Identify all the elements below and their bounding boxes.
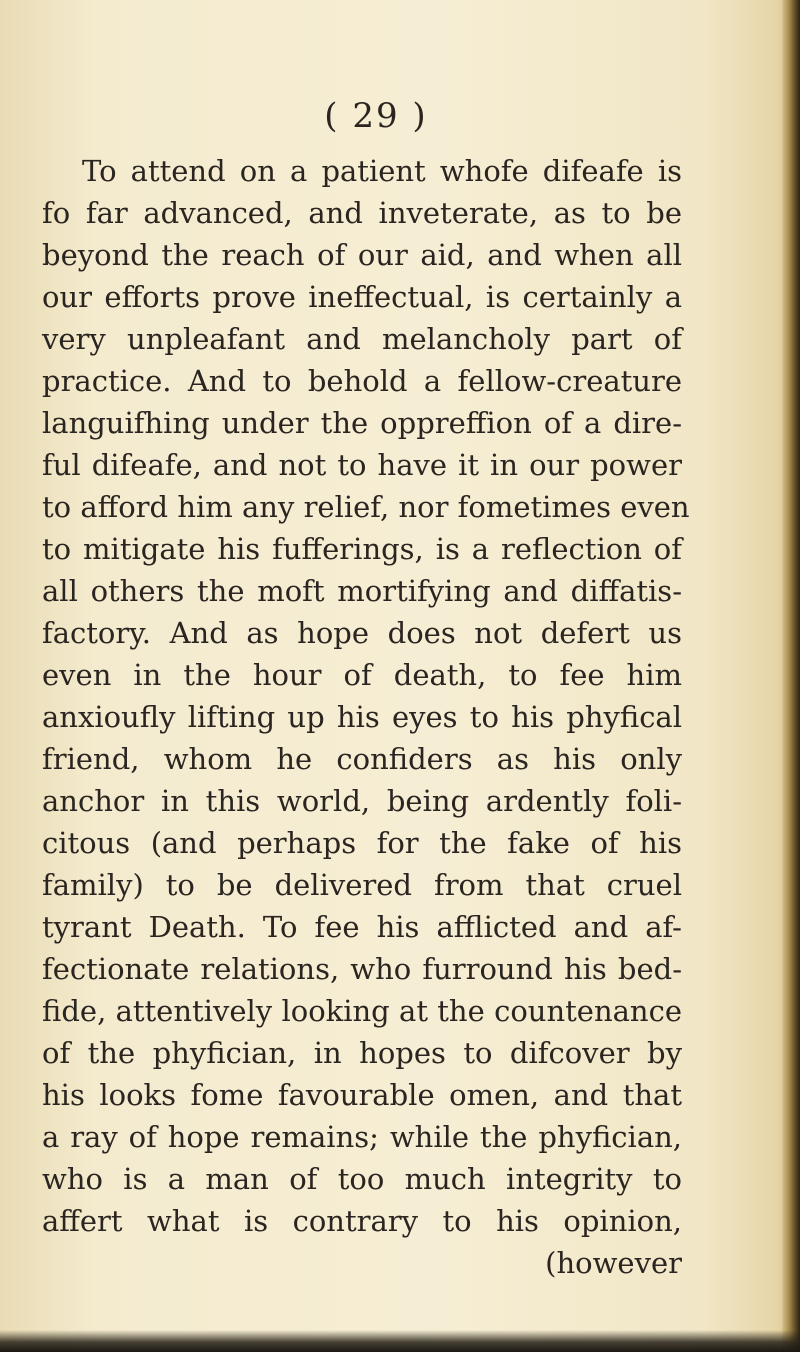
- text-line: citous (and perhaps for the fake of his: [42, 826, 682, 860]
- text-line: who is a man of too much integrity to: [42, 1162, 682, 1196]
- text-line: fo far advanced, and inveterate, as to be: [42, 196, 682, 230]
- text-line: his looks fome favourable omen, and that: [42, 1078, 682, 1112]
- text-line: tyrant Death. To fee his afflicted and af-: [42, 910, 682, 944]
- text-line: fectionate relations, who furround his bed-: [42, 952, 682, 986]
- text-line: fide, attentively looking at the countenance: [42, 994, 682, 1028]
- text-line: to mitigate his fufferings, is a reflection of: [42, 532, 682, 566]
- text-line: anchor in this world, being ardently foli-: [42, 784, 682, 818]
- text-line: our efforts prove ineffectual, is certainly a: [42, 280, 682, 314]
- page-edge-shadow: [782, 0, 800, 1352]
- text-line: factory. And as hope does not defert us: [42, 616, 682, 650]
- text-line: ful difeafe, and not to have it in our power: [42, 448, 682, 482]
- text-line: languifhing under the oppreffion of a dire-: [42, 406, 682, 440]
- text-line: a ray of hope remains; while the phyfician,: [42, 1120, 682, 1154]
- text-line: very unpleafant and melancholy part of: [42, 322, 682, 356]
- text-line: beyond the reach of our aid, and when all: [42, 238, 682, 272]
- text-line: To attend on a patient whofe difeafe is: [82, 154, 682, 188]
- text-line: family) to be delivered from that cruel: [42, 868, 682, 902]
- page-number: ( 29 ): [324, 96, 428, 136]
- text-line: friend, whom he confiders as his only: [42, 742, 682, 776]
- text-line: anxioufly lifting up his eyes to his phyfical: [42, 700, 682, 734]
- text-line: of the phyfician, in hopes to difcover by: [42, 1036, 682, 1070]
- text-line: practice. And to behold a fellow-creature: [42, 364, 682, 398]
- text-line: even in the hour of death, to fee him: [42, 658, 682, 692]
- text-line: affert what is contrary to his opinion,: [42, 1204, 682, 1238]
- body-text: [42, 150, 690, 1284]
- catchword: (however: [545, 1246, 682, 1280]
- page-bottom-shadow: [0, 1330, 800, 1352]
- text-line: to afford him any relief, nor fometimes even: [42, 490, 690, 524]
- text-line: all others the moft mortifying and diffatis-: [42, 574, 682, 608]
